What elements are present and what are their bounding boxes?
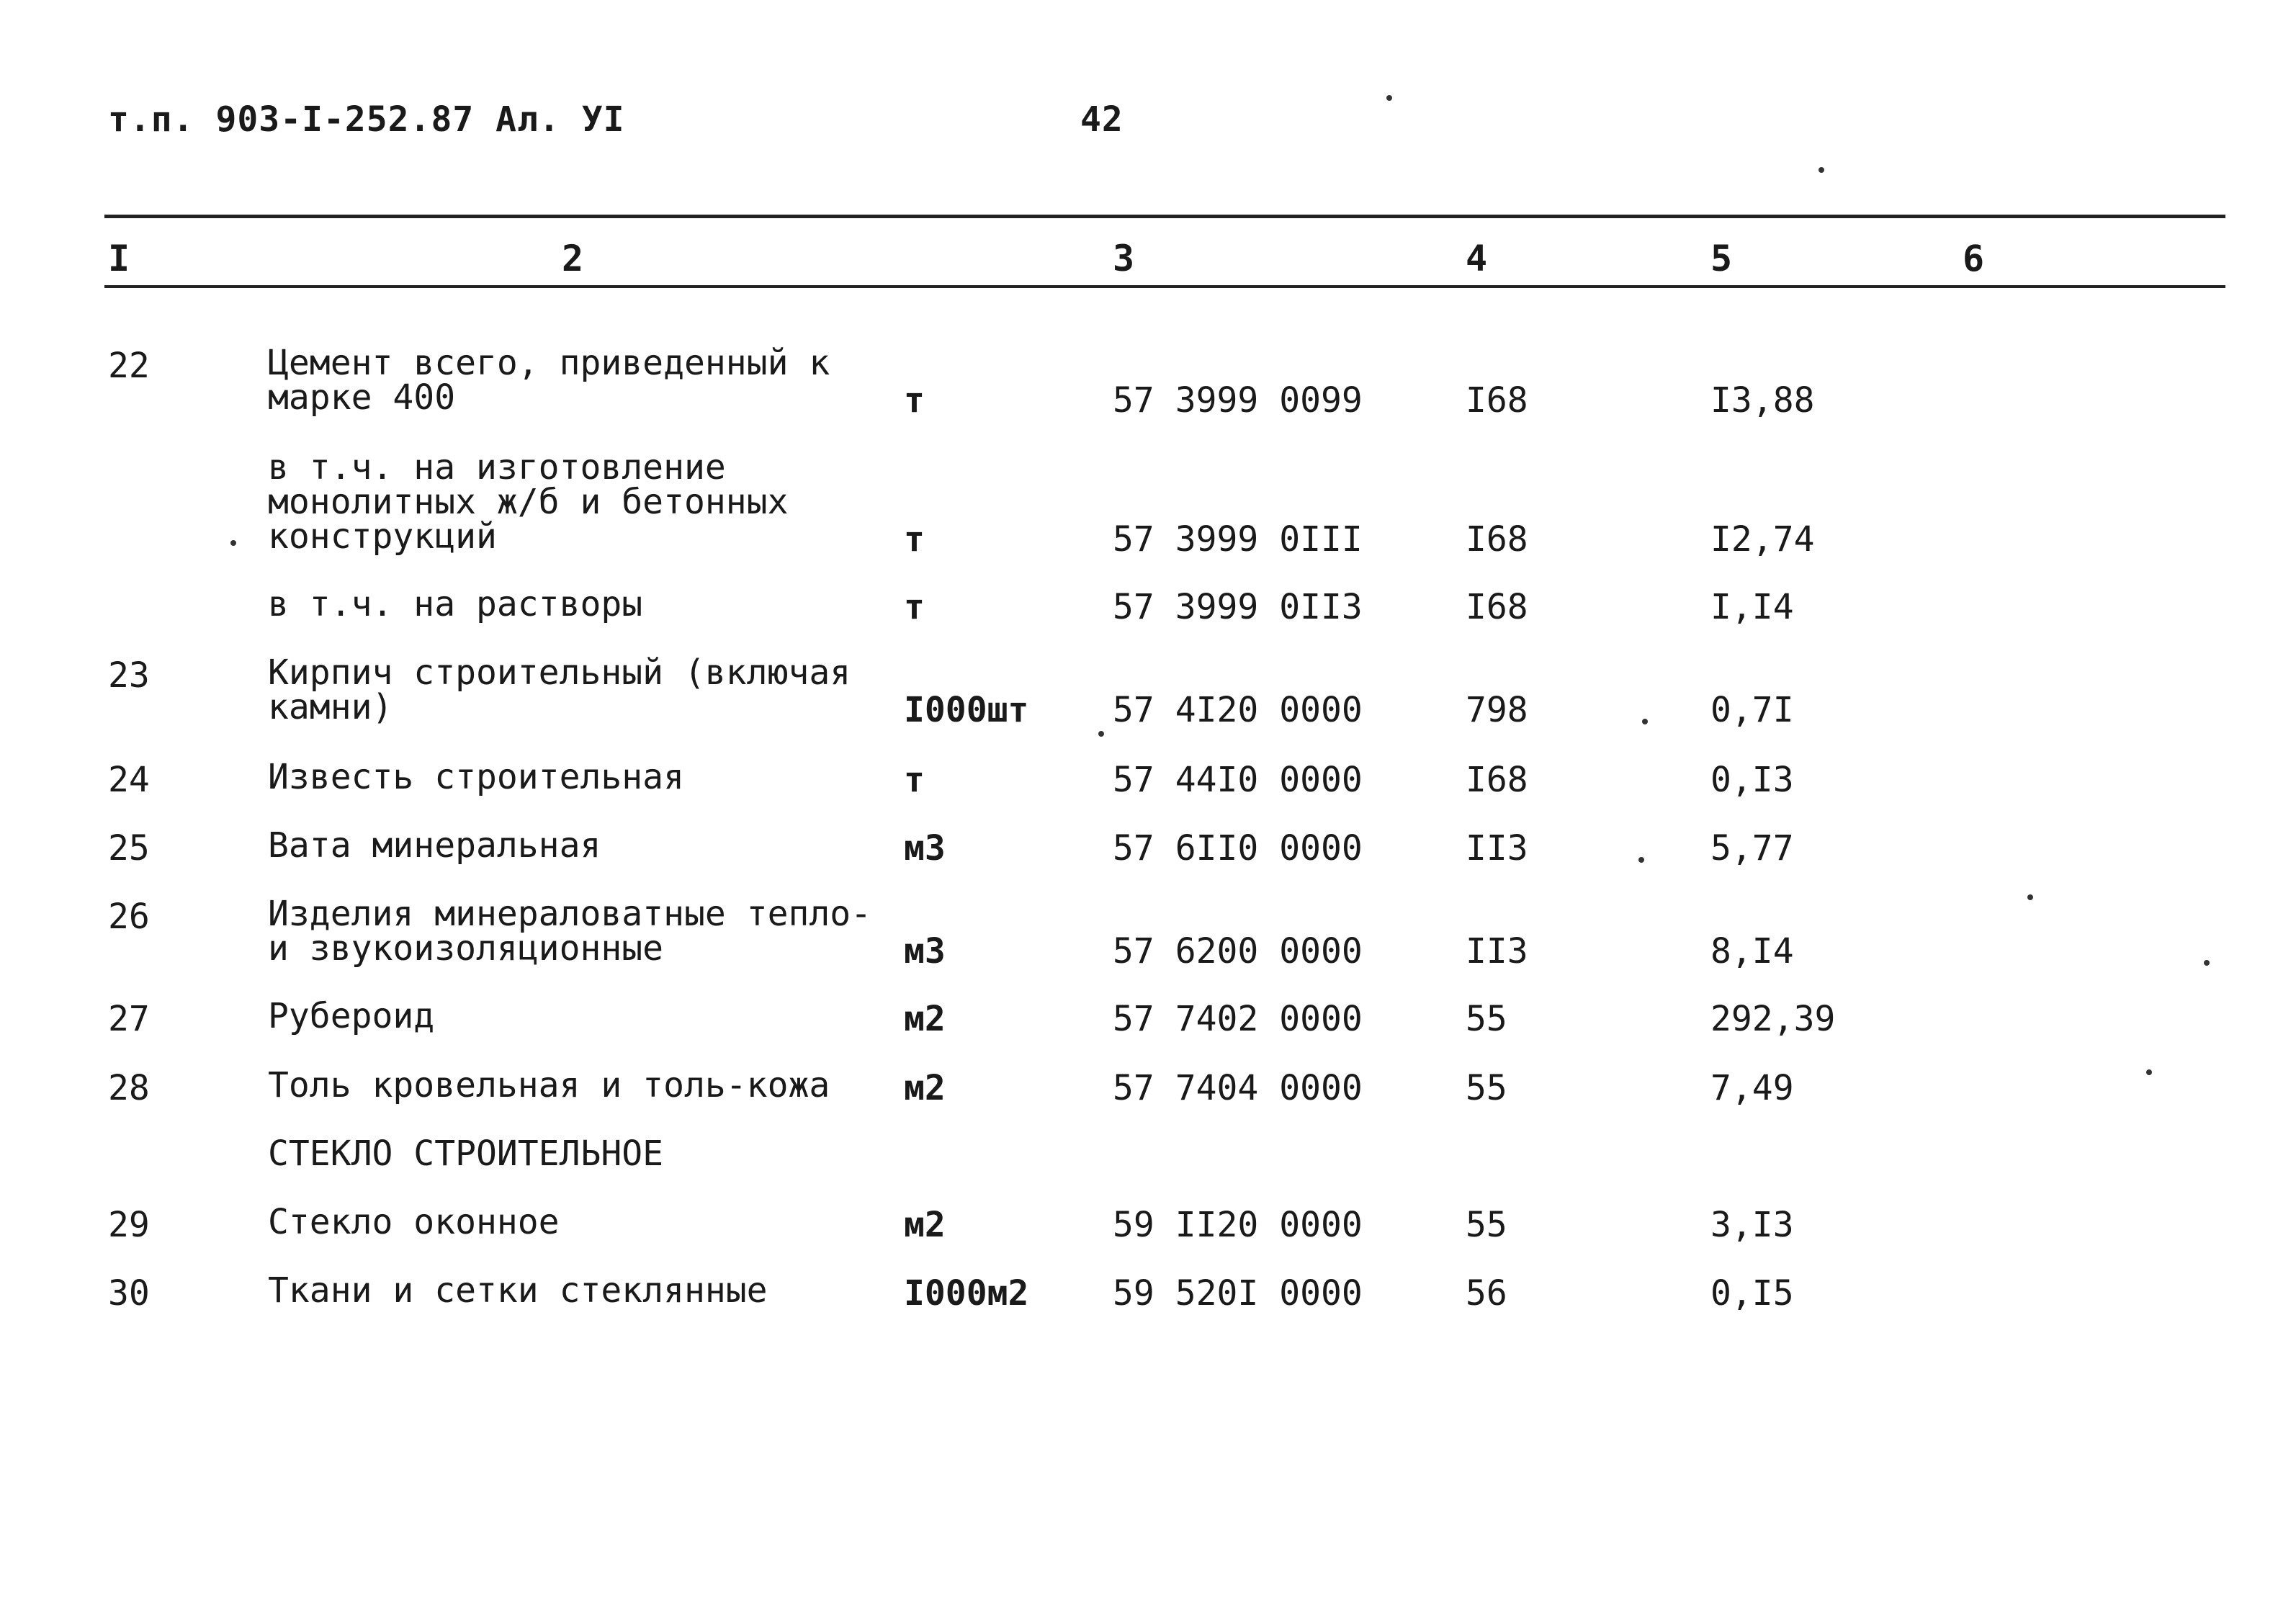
column-4-value: 798 xyxy=(1466,690,1528,730)
scan-speck xyxy=(1638,857,1644,863)
unit: I000м2 xyxy=(904,1273,1029,1314)
scan-speck xyxy=(1098,731,1104,737)
unit: I000шт xyxy=(904,690,1029,730)
column-5-value: 8,I4 xyxy=(1710,931,1794,971)
column-5-value: 292,39 xyxy=(1710,999,1836,1039)
scan-speck xyxy=(2027,894,2033,900)
table-top-rule xyxy=(104,215,2225,218)
row-number: 26 xyxy=(108,897,150,937)
column-5-value: I3,88 xyxy=(1710,380,1815,421)
scan-speck xyxy=(1386,95,1392,101)
code: 57 6II0 0000 xyxy=(1113,828,1363,868)
unit: м2 xyxy=(904,999,946,1039)
column-header-6: 6 xyxy=(1963,238,1985,279)
row-number: 25 xyxy=(108,828,150,868)
column-4-value: I68 xyxy=(1466,519,1528,560)
column-header-3: 3 xyxy=(1113,238,1135,279)
material-name: Рубероид xyxy=(268,996,435,1036)
scan-speck xyxy=(1642,719,1648,724)
code: 57 4I20 0000 xyxy=(1113,690,1363,730)
material-name: в т.ч. на изготовление монолитных ж/б и бетонных конструкций xyxy=(268,447,789,557)
row-number: 27 xyxy=(108,999,150,1039)
column-4-value: 56 xyxy=(1466,1273,1507,1314)
code: 57 3999 0II3 xyxy=(1113,587,1363,627)
column-5-value: 3,I3 xyxy=(1710,1205,1794,1245)
column-5-value: 0,7I xyxy=(1710,690,1794,730)
row-number: 22 xyxy=(108,346,150,386)
column-4-value: 55 xyxy=(1466,1205,1507,1245)
material-name: Ткани и сетки стеклянные xyxy=(268,1270,768,1311)
column-5-value: 7,49 xyxy=(1710,1068,1794,1108)
column-4-value: I68 xyxy=(1466,760,1528,800)
unit: т xyxy=(904,587,925,627)
column-5-value: I2,74 xyxy=(1710,519,1815,560)
unit: т xyxy=(904,760,925,800)
column-header-2: 2 xyxy=(562,238,584,279)
code: 57 3999 0III xyxy=(1113,519,1363,560)
material-name: Изделия минераловатные тепло- и звукоизоляционные xyxy=(268,894,872,969)
column-4-value: I68 xyxy=(1466,380,1528,421)
unit: м3 xyxy=(904,828,946,868)
column-5-value: 0,I3 xyxy=(1710,760,1794,800)
scan-speck xyxy=(230,540,236,546)
code: 59 II20 0000 xyxy=(1113,1205,1363,1245)
page-number: 42 xyxy=(1080,99,1124,140)
code: 57 7404 0000 xyxy=(1113,1068,1363,1108)
column-5-value: 0,I5 xyxy=(1710,1273,1794,1314)
document-reference: т.п. 903-I-252.87 Ал. УI xyxy=(108,99,625,140)
unit: м3 xyxy=(904,931,946,971)
column-4-value: II3 xyxy=(1466,828,1528,868)
unit: т xyxy=(904,519,925,560)
material-name: Кирпич строительный (включая камни) xyxy=(268,652,851,727)
column-5-value: I,I4 xyxy=(1710,587,1794,627)
column-4-value: I68 xyxy=(1466,587,1528,627)
material-name: Стекло оконное xyxy=(268,1202,560,1242)
code: 59 520I 0000 xyxy=(1113,1273,1363,1314)
row-number: 24 xyxy=(108,760,150,800)
unit: т xyxy=(904,380,925,421)
section-heading: СТЕКЛО СТРОИТЕЛЬНОЕ xyxy=(268,1134,664,1174)
row-number: 29 xyxy=(108,1205,150,1245)
material-name: в т.ч. на растворы xyxy=(268,584,643,624)
scan-speck xyxy=(1819,167,1824,173)
row-number: 28 xyxy=(108,1068,150,1108)
column-header-4: 4 xyxy=(1466,238,1488,279)
row-number: 30 xyxy=(108,1273,150,1314)
material-name: Толь кровельная и толь-кожа xyxy=(268,1065,830,1105)
column-5-value: 5,77 xyxy=(1710,828,1794,868)
unit: м2 xyxy=(904,1068,946,1108)
unit: м2 xyxy=(904,1205,946,1245)
column-4-value: II3 xyxy=(1466,931,1528,971)
scan-speck xyxy=(2204,960,2210,966)
code: 57 3999 0099 xyxy=(1113,380,1363,421)
scan-speck xyxy=(2146,1069,2152,1075)
code: 57 44I0 0000 xyxy=(1113,760,1363,800)
code: 57 6200 0000 xyxy=(1113,931,1363,971)
material-name: Цемент всего, приведенный к марке 400 xyxy=(268,343,830,418)
material-name: Известь строительная xyxy=(268,757,684,797)
column-4-value: 55 xyxy=(1466,1068,1507,1108)
material-name: Вата минеральная xyxy=(268,825,601,866)
column-4-value: 55 xyxy=(1466,999,1507,1039)
code: 57 7402 0000 xyxy=(1113,999,1363,1039)
column-header-1: I xyxy=(108,238,130,279)
table-header-rule xyxy=(104,285,2225,288)
row-number: 23 xyxy=(108,655,150,696)
column-header-5: 5 xyxy=(1710,238,1733,279)
